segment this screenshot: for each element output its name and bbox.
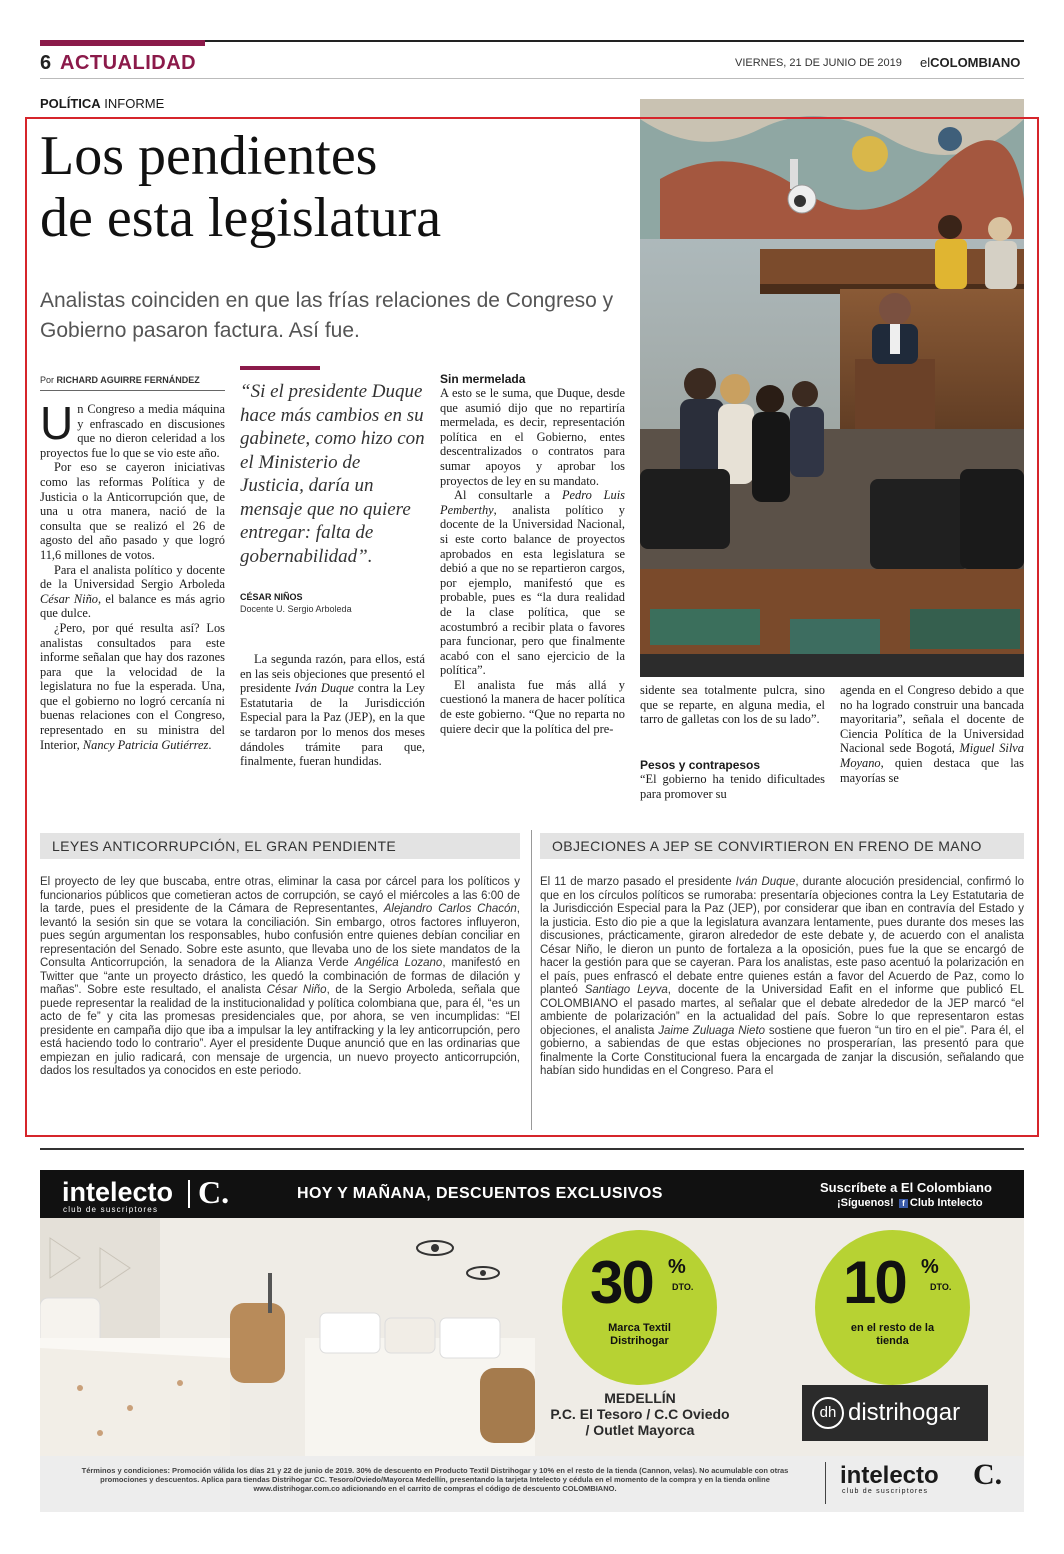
club-name: Club Intelecto: [909, 1197, 983, 1209]
distrihogar-name: distrihogar: [848, 1399, 961, 1426]
issue-date: VIERNES, 21 DE JUNIO DE 2019: [735, 57, 902, 69]
ad-top-rule: [40, 1148, 1024, 1150]
paragraph-text: La segunda razón, para ellos, está en las seis objeciones que presentó el presidente: [240, 652, 425, 696]
person-name: Iván Duque: [294, 681, 354, 696]
sidebar-box-title-jep: OBJECIONES A JEP SE CONVIRTIERON EN FRENO DE MANO: [540, 833, 1024, 859]
discount-description: Marca Textil Distrihogar: [608, 1322, 671, 1347]
paragraph-text: contra la Ley Estatutaria de la Jurisdicción Especial para la Paz (JEP), en la que se tardaron por lo menos dos meses dándoles trámite para que, finalmente, fueran hundidas.: [240, 681, 425, 769]
intelecto-logo: intelecto: [62, 1177, 174, 1207]
ad-store-locations: [540, 1390, 740, 1438]
discount-percent: %: [921, 1256, 939, 1278]
discount-percent: %: [668, 1256, 686, 1278]
person-name: César Niño: [40, 591, 98, 606]
paragraph: sidente sea totalmente pulcra, sino que se reparte, en alguna media, el tarro de galletas con los de su lado”.: [640, 683, 825, 727]
paragraph-text: , analista político y docente de la Universidad Nacional, si este corto balance de proyectos aprobados en esta legislatura se debió a que no se repartieron cargos, por ejemplo, manifestó que es probable, pues es “la dura realidad de la clase política, que se acostumbró a recibir plata o favores para funcionar, pero que finalmente acabó con el sano ejercicio de la política”.: [440, 502, 625, 678]
section-color-bar: [40, 40, 205, 46]
section-name: ACTUALIDAD: [60, 52, 197, 74]
header-rule: [40, 78, 1024, 79]
footer-c-logo: C.: [973, 1458, 1003, 1491]
paragraph: A esto se le suma, que Duque, desde que asumió dijo que no repartiría mermelada, es decir, representación política en el Gobierno, entes descentralizados o contratos para sumar apoyos y aprobar los proyectos de ley en su mandato.: [440, 386, 625, 488]
stores-line-2: / Outlet Mayorca: [585, 1422, 695, 1438]
distrihogar-logo: [802, 1385, 988, 1441]
paragraph-text: ¿Pero, por qué resulta así? Los analistas consultados para este informe señalan que hay dos razones para que la velocidad de la legislatura no fue la esperada. Una, que el gobierno no logró cercanía ni buenas relaciones con el Congreso, representado en su ministra del Interior,: [40, 620, 225, 752]
stores-line-1: P.C. El Tesoro / C.C Oviedo: [550, 1406, 730, 1422]
facebook-icon: f: [899, 1199, 908, 1208]
paragraph: “El gobierno ha tenido dificultades para promover su: [640, 772, 825, 801]
ad-follow-text: [837, 1197, 983, 1209]
paragraph-text: , quien destaca que las mayorías se: [840, 755, 1024, 785]
person-name: Iván Duque: [735, 876, 796, 888]
paragraph-text: , el balance es más agrio que dulce.: [40, 591, 225, 621]
paragraph-text: Al consultarle a: [454, 488, 562, 503]
discount-value: 30: [590, 1249, 653, 1316]
person-name: César Niño: [266, 984, 327, 996]
article-subhead: Analistas coinciden en que las frías relaciones de Congreso y Gobierno pasaron factura. Así fue.: [40, 289, 614, 342]
colombiano-c-logo: C.: [198, 1174, 230, 1210]
ad-subscribe-text: Suscríbete a El Colombiano: [820, 1180, 992, 1195]
person-name: Santiago Leyva: [584, 984, 668, 996]
box-text: El 11 de marzo pasado el presidente: [540, 876, 736, 888]
discount-description: en el resto de la tienda: [850, 1322, 935, 1347]
logo-separator: [188, 1180, 190, 1208]
pull-quote: “Si el presidente Duque hace más cambios en su gabinete, como hizo con el Ministerio de Justicia, daría un mensaje que no quiere entregar: falta de gobernabilidad”.: [240, 381, 425, 567]
follow-label: ¡Síguenos!: [837, 1197, 894, 1209]
byline-author: RICHARD AGUIRRE FERNÁNDEZ: [56, 375, 200, 385]
distrihogar-mark: dh: [812, 1397, 844, 1429]
footer-intelecto-logo: intelecto: [840, 1462, 939, 1489]
headline-line-1: Los pendientes: [40, 125, 378, 187]
paragraph-text: Para el analista político y docente de la Universidad Sergio Arboleda: [40, 562, 225, 592]
footer-intelecto-subtitle: club de suscriptores: [842, 1488, 929, 1495]
kicker-section: POLÍTICA: [40, 96, 101, 111]
intelecto-logo-subtitle: club de suscriptores: [63, 1205, 159, 1214]
page-number: 6: [40, 52, 52, 74]
paragraph-text: n Congreso a media máquina y enfrascado en discusiones que no dieron celeridad a los proyectos fue lo que se vio este año.: [40, 402, 225, 460]
drop-cap: U: [40, 397, 74, 449]
subheading-pesos-contrapesos: Pesos y contrapesos: [640, 758, 761, 772]
box-text: , levantó la sesión sin que se votara la conciliación. Sin embargo, otros factores influyeron, pues según argumentan los responsables, hubo confusión entre quienes debían conciliar en representación del Senado. Sobre este asunto, que llevaba uno de los siete mandatos de la Consulta Anticorrupción, la senadora de la Alianza Verde: [40, 903, 520, 969]
person-name: Angélica Lozano: [354, 957, 443, 969]
quote-author: CÉSAR NIÑOS: [240, 592, 303, 602]
subheading-sin-mermelada: Sin mermelada: [440, 372, 526, 386]
box-text: El proyecto de ley que buscaba, entre otras, eliminar la casa por cárcel para los políticos y funcionarios públicos que cometieran actos de corrupción, se cayó el miércoles a las 6:00 de la tarde, pues el presidente de la Cámara de Representantes,: [40, 876, 520, 915]
ad-headline: HOY Y MAÑANA, DESCUENTOS EXCLUSIVOS: [297, 1185, 663, 1202]
discount-value: 10: [843, 1249, 906, 1316]
box-text: , manifestó en Twitter que “ante un proyecto drástico, les quedó la combinación de formas de dilación y mañas”. Sobre este resultado, el analista: [40, 957, 520, 996]
discount-dto: DTO.: [930, 1282, 952, 1292]
brand-name: COLOMBIANO: [930, 55, 1021, 70]
highlight-frame: [25, 117, 1039, 1137]
footer-separator: [825, 1462, 826, 1504]
box-text: sostiene que fueron “un tiro en el pie”. Para él, el gobierno, a sabiendas de que estas objeciones no prosperarían, las presentó para que finalmente la Corte Constitucional fuera la encargada de zanjar la discusión, señalando que habían sido hundidas en el Congreso. Para el: [540, 1024, 1024, 1077]
byline-prefix: Por: [40, 375, 55, 385]
ad-terms: Términos y condiciones: Promoción válida los días 21 y 22 de junio de 2019. 30% de descuento en Producto Textil Distrihogar y 10% en el resto de la tienda (Cannon, velas). No acumulable con otras promociones y descuentos. Aplica para tiendas Distrihogar CC. Tesoro/Oviedo/Mayorca Medellín, presentando la tarjeta Intelecto y cédula en el momento de la compra y en la tienda online www.distrihogar.com.co adicionando en el carrito de compras el código de descuento COLOMBIANO.: [81, 1466, 789, 1493]
sidebar-box-title-anticorrupcion: LEYES ANTICORRUPCIÓN, EL GRAN PENDIENTE: [40, 833, 520, 859]
person-name: Pedro Luis Pemberthy: [440, 488, 625, 517]
discount-circle-10: [815, 1230, 970, 1385]
paragraph-text: agenda en el Congreso debido a que no ha logrado construir una bancada mayoritaria”, señala el docente de Ciencia Política de la Universidad Nacional sede Bogotá,: [840, 683, 1024, 756]
brand-prefix: el: [920, 55, 931, 70]
city-name: MEDELLÍN: [604, 1390, 676, 1406]
paragraph: Por eso se cayeron iniciativas como las reformas Política y de Justicia o la Anticorrupción que, de una u otra manera, nació de la consulta que se realizó el 26 de agosto del año pasado y que logró 11,6 millones de votos.: [40, 460, 225, 562]
person-name: Miguel Silva Moyano: [840, 741, 1024, 770]
person-name: Alejandro Carlos Chacón: [383, 903, 517, 915]
newspaper-brand: [920, 55, 1020, 70]
box-text: , docente de la Universidad Eafit en el informe que publicó EL COLOMBIANO el pasado martes, al señalar que el debate alrededor de la JEP marcó “el ambiente de polarización” en la actualidad del país. Sobre lo que representaron estas objeciones, el analista: [540, 984, 1024, 1037]
person-name: Nancy Patricia Gutiérrez: [82, 737, 209, 752]
discount-dto: DTO.: [672, 1282, 694, 1292]
paragraph-text: .: [208, 737, 212, 752]
box-text: , de la Sergio Arboleda, señala que puede representar la realidad de la institucionalidad y política colombiana que, para él, “es un acto de fe” y cita las promesas presidenciales que, por ahora, se ven incumplidas: “El presidente en campaña dijo que iba a impulsar la ley antifracking y la ley anticorrupción, pero está haciendo todo lo contrario”. Ayer el presidente Duque anunció que en las ordinarias que empiezan en julio radicará, con mensaje de urgencia, un nuevo proyecto anticorrupción, dados los resultados ya conocidos en este periodo.: [40, 984, 520, 1077]
article-kicker: [40, 96, 164, 111]
discount-circle-30: [562, 1230, 717, 1385]
box-text: , durante alocución presidencial, confirmó lo que en los círculos políticos se rumoraba: presentaría objeciones contra la Ley Estatutaria de la Jurisdicción Especial para la Paz (JEP), por considerar que iban en contravía del Estado y la justicia. Esto dio pie a que la legislatura avanzara lentamente, pues durante dos meses las discusiones, prácticamente, giraron alrededor de este debate y, de acuerdo con el analista César Niño, le dieron un punto de fortaleza a la oposición, pues fue la que se encargó de hacer la gestión para que se cayeran. Para los analistas, este paso acentuó la polarización en el país, pues enfrascó el debate entre quienes están a favor del Acuerdo de Paz, como lo planteó: [540, 876, 1025, 996]
kicker-type: INFORME: [104, 96, 165, 111]
paragraph: El analista fue más allá y cuestionó la manera de hacer política de este gobierno. “Que no reparta no quiere decir que la política del pre-: [440, 677, 625, 736]
quote-author-role: Docente U. Sergio Arboleda: [240, 604, 352, 614]
person-name: Jaime Zuluaga Nieto: [658, 1024, 766, 1037]
headline-line-2: de esta legislatura: [40, 187, 442, 249]
